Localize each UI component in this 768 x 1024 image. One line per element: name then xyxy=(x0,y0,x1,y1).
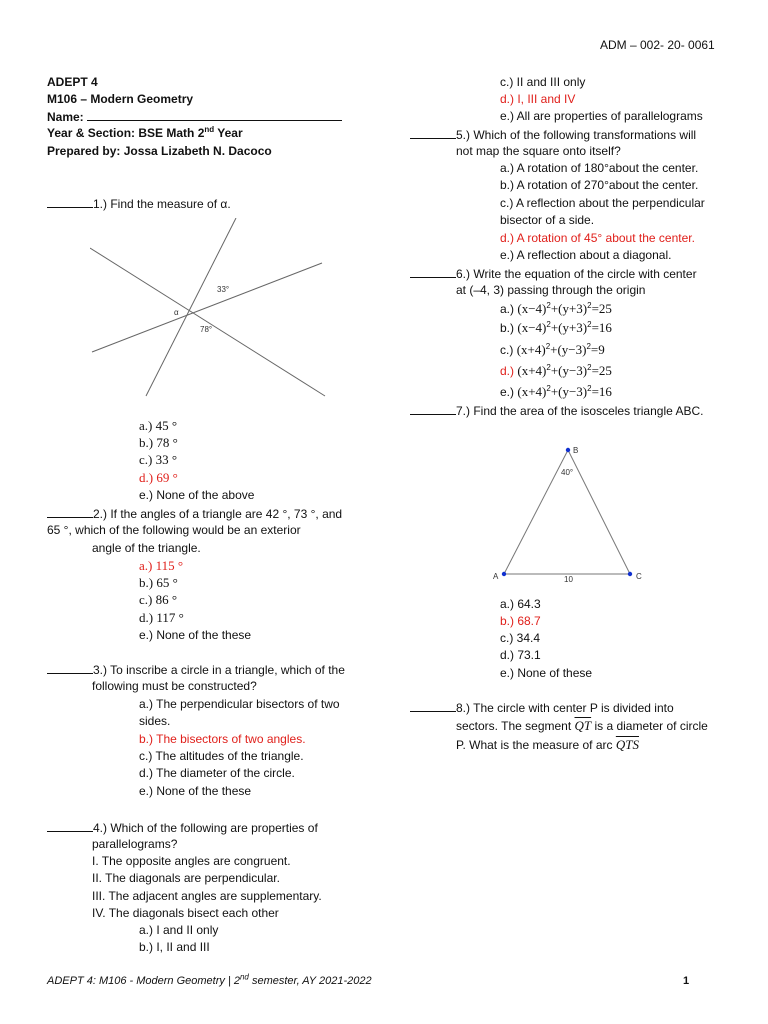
q5-option-e[interactable]: e.) A reflection about a diagonal. xyxy=(500,248,672,262)
base-label: 10 xyxy=(564,575,573,584)
angle-label-40: 40° xyxy=(561,468,574,477)
q5-option-d[interactable]: d.) A rotation of 45° about the center. xyxy=(500,231,695,245)
q6-option-a[interactable]: a.) $(x-4)^2+(y+3)^2=25$ xyxy=(500,301,612,316)
answer-blank-3[interactable] xyxy=(47,661,93,674)
question-3: 3.) To inscribe a circle in a triangle, which of the xyxy=(47,661,345,679)
q3-option-a[interactable]: a.) The perpendicular bisectors of two xyxy=(139,697,340,711)
angle-label-b: 78° xyxy=(200,325,213,334)
q7-option-a[interactable]: a.) 64.3 xyxy=(500,597,541,611)
question-7: 7.) Find the area of the isosceles triangle ABC. xyxy=(410,402,703,420)
q5-option-a[interactable]: a.) A rotation of 180°about the center. xyxy=(500,161,699,175)
q2-option-b[interactable]: b.) 65 ° xyxy=(139,575,178,590)
q2-option-a[interactable]: a.) 115 ° xyxy=(139,558,184,573)
intersecting-lines-figure xyxy=(90,218,330,398)
side-bc xyxy=(568,450,630,574)
arc-qts: $\overline{QTS}$ xyxy=(615,737,639,752)
q3-option-e[interactable]: e.) None of the these xyxy=(139,784,252,798)
q6-option-d[interactable]: d.) $(x+4)^2+(y-3)^2=25$ xyxy=(500,363,612,378)
page-number: 1 xyxy=(683,975,690,987)
q5-option-c-cont: bisector of a side. xyxy=(500,213,595,227)
label-c: C xyxy=(636,572,642,581)
question-2-line2: 65 °, which of the following would be an exterior xyxy=(47,523,301,537)
q2-option-e[interactable]: e.) None of the these xyxy=(139,628,252,642)
q4-option-e[interactable]: e.) All are properties of parallelograms xyxy=(500,109,703,123)
q4-statement-2: II. The diagonals are perpendicular. xyxy=(92,871,280,885)
q4-option-a[interactable]: a.) I and II only xyxy=(139,923,219,937)
answer-blank-4[interactable] xyxy=(47,819,93,832)
q3-option-c[interactable]: c.) The altitudes of the triangle. xyxy=(139,749,304,763)
q7-option-c[interactable]: c.) 34.4 xyxy=(500,631,541,645)
question-4: 4.) Which of the following are properties of xyxy=(47,819,318,837)
answer-blank-6[interactable] xyxy=(410,265,456,278)
question-6: 6.) Write the equation of the circle with center xyxy=(410,265,697,283)
q4-option-c[interactable]: c.) II and III only xyxy=(500,75,586,89)
vertex-b xyxy=(566,448,570,452)
footer-text: ADEPT 4: M106 - Modern Geometry | 2nd semester, AY 2021-2022 xyxy=(47,972,372,987)
q4-option-d[interactable]: d.) I, III and IV xyxy=(500,92,576,106)
document-code: ADM – 002- 20- 0061 xyxy=(600,38,715,52)
q4-statement-1: I. The opposite angles are congruent. xyxy=(92,854,291,868)
q4-option-b[interactable]: b.) I, II and III xyxy=(139,940,210,954)
question-1-text: 1.) Find the measure of α. xyxy=(93,197,231,211)
year-section: Year & Section: BSE Math 2nd Year xyxy=(47,125,243,140)
question-8-line2: sectors. The segment $\overline{QT}$ is a diameter of circle xyxy=(456,718,708,733)
q1-option-c[interactable]: c.) 33 ° xyxy=(139,452,178,467)
q4-statement-3: III. The adjacent angles are supplementary. xyxy=(92,889,322,903)
q7-option-d[interactable]: d.) 73.1 xyxy=(500,648,541,662)
question-5-line2: not map the square onto itself? xyxy=(456,144,621,158)
name-line xyxy=(47,108,342,126)
label-b: B xyxy=(573,446,579,455)
side-ab xyxy=(504,450,568,574)
question-4-line2: parallelograms? xyxy=(92,837,178,851)
q5-option-b[interactable]: b.) A rotation of 270°about the center. xyxy=(500,178,699,192)
vertex-a xyxy=(502,572,506,576)
answer-blank-2[interactable] xyxy=(47,505,93,518)
q3-option-a-cont: sides. xyxy=(139,714,171,728)
question-1 xyxy=(47,195,231,213)
line-descending xyxy=(90,248,325,396)
name-label: Name: xyxy=(47,110,84,124)
label-a: A xyxy=(493,572,499,581)
q3-option-b[interactable]: b.) The bisectors of two angles. xyxy=(139,732,306,746)
q1-option-a[interactable]: a.) 45 ° xyxy=(139,418,178,433)
q1-option-d[interactable]: d.) 69 ° xyxy=(139,470,178,485)
line-steep xyxy=(146,218,236,396)
q4-statement-4: IV. The diagonals bisect each other xyxy=(92,906,279,920)
answer-blank-1[interactable] xyxy=(47,195,93,208)
alpha-label: α xyxy=(174,308,179,317)
q7-option-b[interactable]: b.) 68.7 xyxy=(500,614,541,628)
prepared-by: Prepared by: Jossa Lizabeth N. Dacoco xyxy=(47,144,272,158)
q2-option-d[interactable]: d.) 117 ° xyxy=(139,610,184,625)
isosceles-triangle-figure xyxy=(488,440,648,590)
q7-option-e[interactable]: e.) None of these xyxy=(500,666,593,680)
q2-option-c[interactable]: c.) 86 ° xyxy=(139,592,178,607)
q5-option-c[interactable]: c.) A reflection about the perpendicular xyxy=(500,196,705,210)
q1-option-e[interactable]: e.) None of the above xyxy=(139,488,255,502)
question-6-line2: at (–4, 3) passing through the origin xyxy=(456,283,646,297)
q1-option-b[interactable]: b.) 78 ° xyxy=(139,435,178,450)
q6-option-e[interactable]: e.) $(x+4)^2+(y-3)^2=16$ xyxy=(500,384,612,399)
q6-option-c[interactable]: c.) $(x+4)^2+(y-3)^2=9$ xyxy=(500,342,605,357)
question-8: 8.) The circle with center P is divided into xyxy=(410,699,674,717)
course-title: M106 – Modern Geometry xyxy=(47,92,194,106)
answer-blank-5[interactable] xyxy=(410,126,456,139)
question-5: 5.) Which of the following transformations will xyxy=(410,126,696,144)
vertex-c xyxy=(628,572,632,576)
course-code: ADEPT 4 xyxy=(47,75,98,89)
q3-option-d[interactable]: d.) The diameter of the circle. xyxy=(139,766,295,780)
answer-blank-8[interactable] xyxy=(410,699,456,712)
name-blank[interactable] xyxy=(87,108,342,121)
question-8-line3: P. What is the measure of arc $\overline{QTS}$ xyxy=(456,737,639,752)
segment-qt: $\overline{QT}$ xyxy=(574,718,592,733)
question-2-line3: angle of the triangle. xyxy=(92,541,201,555)
q6-option-b[interactable]: b.) $(x-4)^2+(y+3)^2=16$ xyxy=(500,320,612,335)
question-2: 2.) If the angles of a triangle are 42 °, 73 °, and xyxy=(47,505,342,523)
answer-blank-7[interactable] xyxy=(410,402,456,415)
question-3-line2: following must be constructed? xyxy=(92,679,257,693)
angle-label-a: 33° xyxy=(217,285,230,294)
